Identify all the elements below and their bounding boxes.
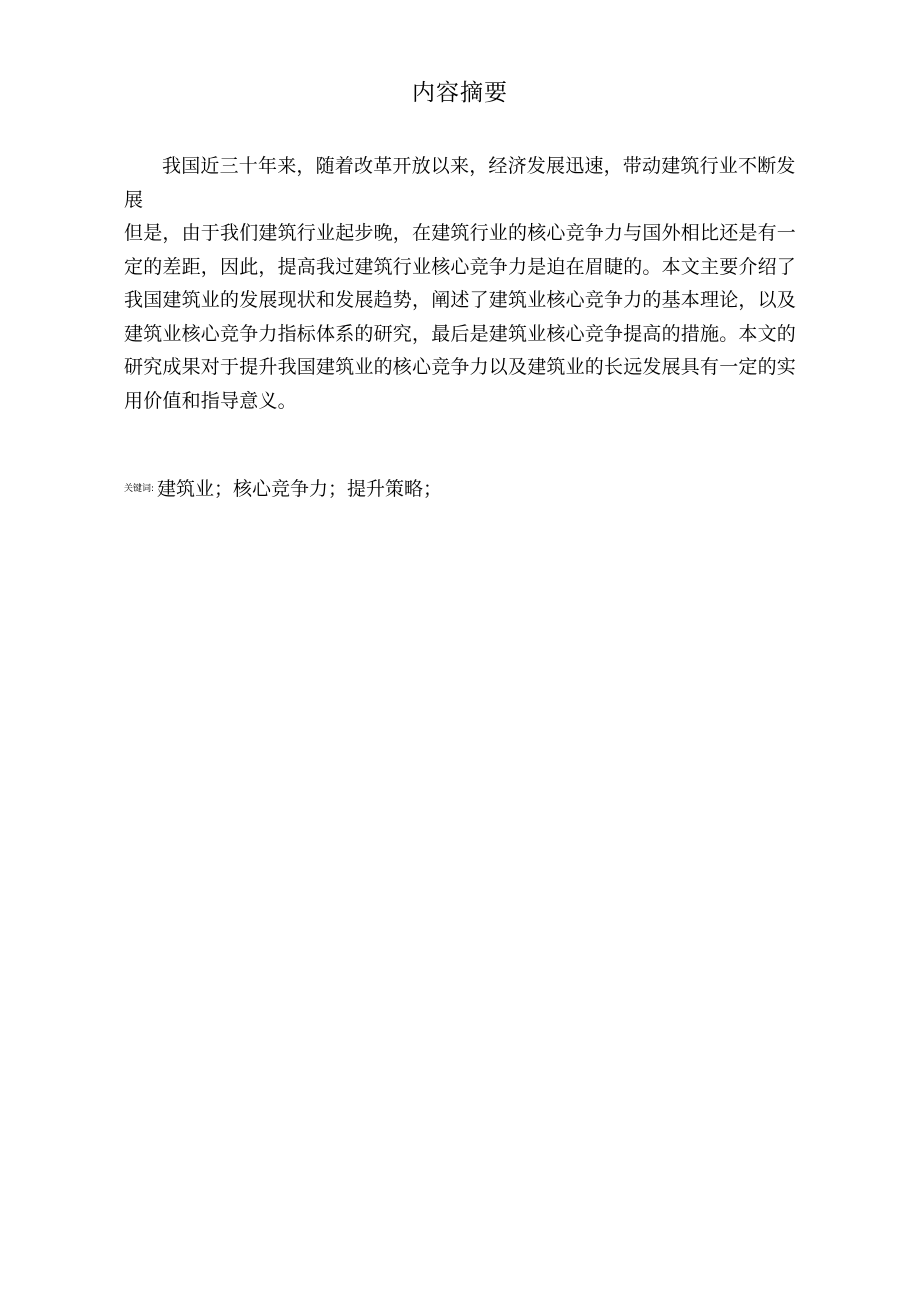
abstract-line: 我国近三十年来，随着改革开放以来，经济发展迅速，带动建筑行业不断发 — [162, 155, 796, 177]
abstract-line: 定的差距，因此，提高我过建筑行业核心竞争力是迫在眉睫的。本文主要介绍了 — [124, 255, 797, 278]
abstract-body — [124, 150, 814, 418]
abstract-line: 建筑业核心竞争力指标体系的研究，最后是建筑业核心竞争提高的措施。本文的 — [124, 322, 797, 345]
abstract-line: 用价值和指导意义。 — [124, 389, 297, 412]
abstract-line: 我国建筑业的发展现状和发展趋势，阐述了建筑业核心竞争力的基本理论，以及 — [124, 289, 797, 311]
document-title: 内容摘要 — [412, 80, 508, 106]
abstract-line: 研究成果对于提升我国建筑业的核心竞争力以及建筑业的长远发展具有一定的实 — [124, 356, 797, 378]
abstract-line: 但是，由于我们建筑行业起步晚，在建筑行业的核心竞争力与国外相比还是有一 — [124, 222, 797, 244]
keywords-text: 建筑业；核心竞争力；提升策略； — [157, 478, 443, 500]
keywords-label: 关键词: — [124, 484, 155, 494]
abstract-line: 展 — [124, 188, 144, 211]
keywords-row — [124, 474, 442, 501]
